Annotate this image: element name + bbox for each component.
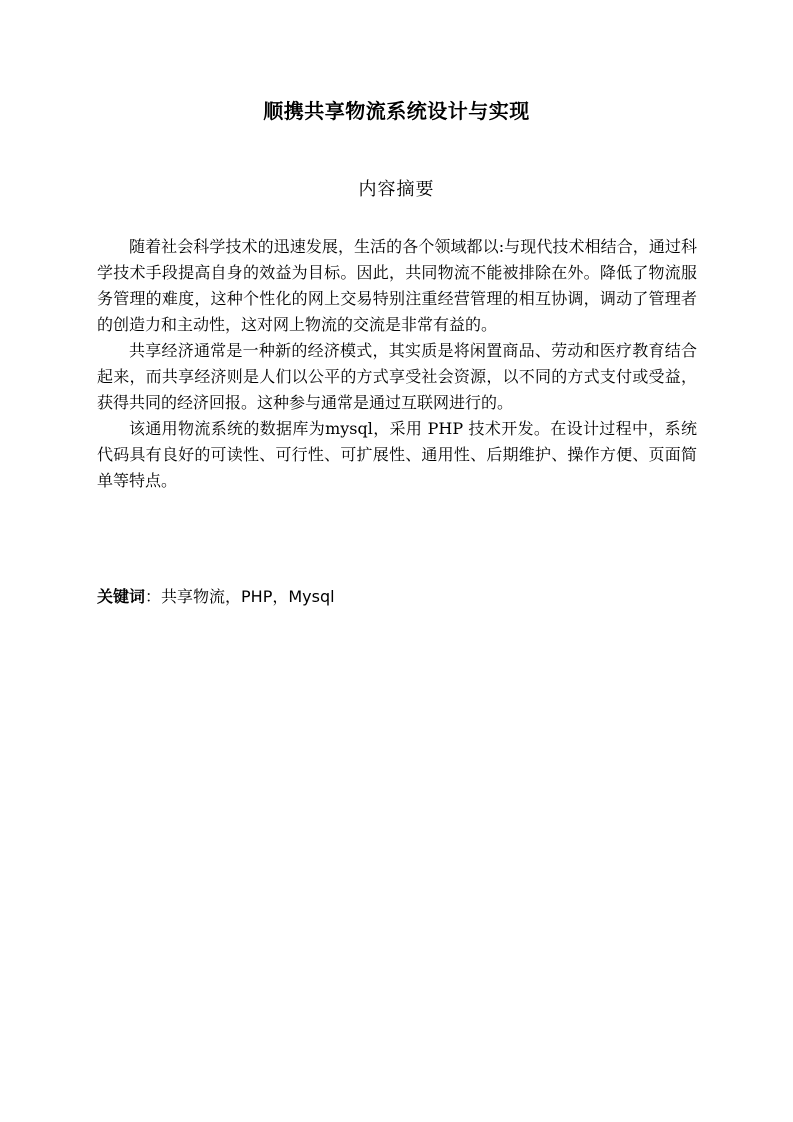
abstract-paragraph: 随着社会科学技术的迅速发展，生活的各个领域都以:与现代技术相结合，通过科学技术手段提高自身的效益为目标。因此，共同物流不能被排除在外。降低了物流服务管理的难度，这种个性化的网上交易特别注重经营管理的相互协调，调动了管理者的创造力和主动性，这对网上物流的交流是非常有益的。 <box>97 237 697 334</box>
keywords-value: 共享物流，PHP，Mysql <box>161 587 335 606</box>
abstract-heading: 内容摘要 <box>358 179 435 200</box>
abstract-paragraph: 该通用物流系统的数据库为mysql，采用 PHP 技术开发。在设计过程中，系统代码具有良好的可读性、可行性、可扩展性、通用性、后期维护、操作方便、页面简单等特点。 <box>97 419 697 490</box>
keywords-line <box>97 584 697 610</box>
abstract-paragraph: 共享经济通常是一种新的经济模式，其实质是将闲置商品、劳动和医疗教育结合起来，而共享经济则是人们以公平的方式享受社会资源，以不同的方式支付或受益，获得共同的经济回报。这种参与通常是通过互联网进行的。 <box>97 341 697 412</box>
keywords-label: 关键词 <box>97 587 146 606</box>
abstract-body <box>97 234 697 494</box>
document-title: 顺携共享物流系统设计与实现 <box>263 99 530 123</box>
keywords-separator: ： <box>145 587 162 606</box>
